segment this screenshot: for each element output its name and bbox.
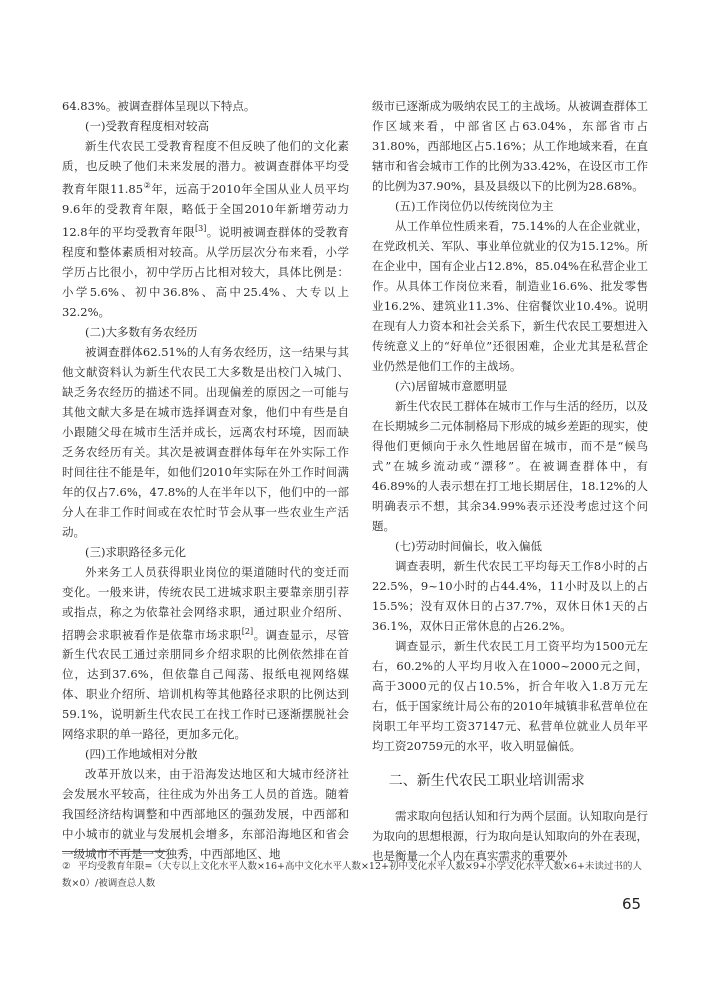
paragraph: 新生代农民工群体在城市工作与生活的经历，以及在长期城乡二元体制格局下形成的城乡差距的现实，使得他们更倾向于永久性地居留在城市，而不是“候鸟式”在城乡流动或“漂移”。在被调查群体中，有46.89%的人表示想在打工地长期居住，18.12%的人明确表示不想，其余34.99%表示还没考虑过这个问题。 bbox=[372, 399, 648, 533]
footnote-ref: ② bbox=[143, 181, 152, 190]
paragraph-text: 新生代农民工受教育程度不但反映了他们的文化素质，也反映了他们未来发展的潜力。被调查群体平均受教育年限11.85 bbox=[62, 139, 349, 196]
subheading-work-unit: (五)工作岗位仍以传统岗位为主 bbox=[395, 199, 554, 213]
subheading-settlement: (六)居留城市意愿明显 bbox=[395, 379, 508, 393]
subheading-farming: (二)大多数有务农经历 bbox=[85, 324, 198, 339]
paragraph: 改革开放以来，由于沿海发达地区和大城市经济社会发展水平较高，往往成为外出务工人员的首选。随着我国经济结构调整和中西部地区的强劲发展，中西部和中小城市的就业与发展机会增多，东部沿海地区和省会一级城市不再是一支独秀，中西部地区、地 bbox=[62, 767, 349, 862]
paragraph: 64.83%。被调查群体呈现以下特点。 bbox=[62, 99, 256, 113]
paragraph: 从工作单位性质来看，75.14%的人在企业就业，在党政机关、军队、事业单位就业的仅为15.12%。所在企业中，国有企业占12.8%，85.04%在私营企业工作。从具体工作岗位来看，制造业16.6%、批发零售业16.2%、建筑业11.3%、住宿餐饮业10.4%。说明在现有人力资本和社会关系下，新生代农民工要想进入传统意义上的“好单位”还很困难，企业尤其是私营企业仍然是他们工作的主战场。 bbox=[372, 219, 648, 373]
footnote-mark: ② bbox=[62, 861, 71, 872]
paragraph-text: 。说明被调查群体的受教育程度和整体素质相对较高。从学历层次分布来看，小学学历占比很小，初中学历占比相对较大，具体比例是：小学5.6%、初中36.8%、高中25.4%、大专以上32.2%。 bbox=[62, 224, 350, 319]
paragraph-text: 。调查显示，尽管新生代农民工通过亲朋同乡介绍求职的比例依然排在首位，达到37.6%，但依靠自己闯荡、报纸电视网络媒体、职业介绍所、培训机构等其他路径求职的比例达到59.1%，说明新生代农民工在找工作时已逐渐摆脱社会网络求职的单一路径，更加多元化。 bbox=[62, 627, 350, 742]
footnote-text: 平均受教育年限=（大专以上文化水平人数×16+高中文化水平人数×12+初中文化水平人数×9+小学文化水平人数×6+未读过书的人数×0）/被调查总人数 bbox=[62, 861, 642, 889]
paragraph-text: 外来务工人员获得职业岗位的渠道随时代的变迁而变化。一般来讲，传统农民工进城求职主要靠亲朋引荐或指点，称之为依靠社会网络求职，通过职业介绍所、招聘会求职被看作是依靠市场求职 bbox=[62, 564, 349, 642]
section-title: 二、新生代农民工职业培训需求 bbox=[388, 773, 585, 789]
page-number: 65 bbox=[622, 895, 642, 913]
paragraph-text: 年，远高于2010年全国从业人员平均9.6年的受教育年限，略低于全国2010年新增劳动力12.8年的平均受教育年限 bbox=[62, 181, 350, 239]
left-column bbox=[62, 96, 349, 864]
subheading-hours-income: (七)劳动时间偏长，收入偏低 bbox=[395, 539, 542, 553]
paragraph: 调查表明，新生代农民工平均每天工作8小时的占22.5%，9~10小时的占44.4%，11小时及以上的占15.5%；没有双休日的占37.7%，双休日休1天的占36.1%，双休日正常休息的占26.2%。 bbox=[372, 559, 648, 633]
paragraph bbox=[62, 136, 349, 322]
paragraph bbox=[62, 562, 349, 745]
footnote-divider bbox=[62, 851, 167, 852]
right-column bbox=[372, 96, 648, 866]
paragraph: 调查显示，新生代农民工月工资平均为1500元左右，60.2%的人平均月收入在1000~2000元之间，高于3000元的仅占10.5%，折合年收入1.8万元左右，低于国家统计局公布的2010年城镇非私营单位在岗职工年平均工资37147元、私营单位就业人员年平均工资20759元的水平，收入明显偏低。 bbox=[372, 639, 648, 753]
paragraph: 需求取向包括认知和行为两个层面。认知取向是行为取向的思想根源，行为取向是认知取向的外在表现，也是衡量一个人内在真实需求的重要外 bbox=[372, 809, 648, 863]
footnote bbox=[62, 858, 648, 892]
paragraph: 级市已逐渐成为吸纳农民工的主战场。从被调查群体工作区域来看，中部省区占63.04%，东部省市占31.80%，西部地区占5.16%；从工作地域来看，在直辖市和省会城市工作的比例为33.42%，在设区市工作的比例为37.90%，县及县级以下的比例为28.68%。 bbox=[372, 99, 648, 193]
subheading-education: (一)受教育程度相对较高 bbox=[85, 119, 209, 133]
paragraph: 被调查群体62.51%的人有务农经历，这一结果与其他文献资料认为新生代农民工大多数是出校门入城门、缺乏务农经历的描述不同。出现偏差的原因之一可能与其他文献大多是在城市选择调查对象，他们中有些是自小跟随父母在城市生活并成长，远离农村环境，因而缺乏务农经历有关。其次是被调查群体每年在外实际工作时间往往不能是年，如他们2010年实际在外工作时间满年的仅占7.6%，47.8%的人在半年以下，他们中的一部分人在非工作时间或在农忙时节会从事一些农业生产活动。 bbox=[62, 344, 349, 539]
subheading-region: (四)工作地域相对分散 bbox=[85, 747, 198, 762]
citation-ref: [3] bbox=[195, 223, 207, 233]
subheading-job-search: (三)求职路径多元化 bbox=[85, 544, 186, 559]
citation-ref: [2] bbox=[241, 626, 254, 636]
